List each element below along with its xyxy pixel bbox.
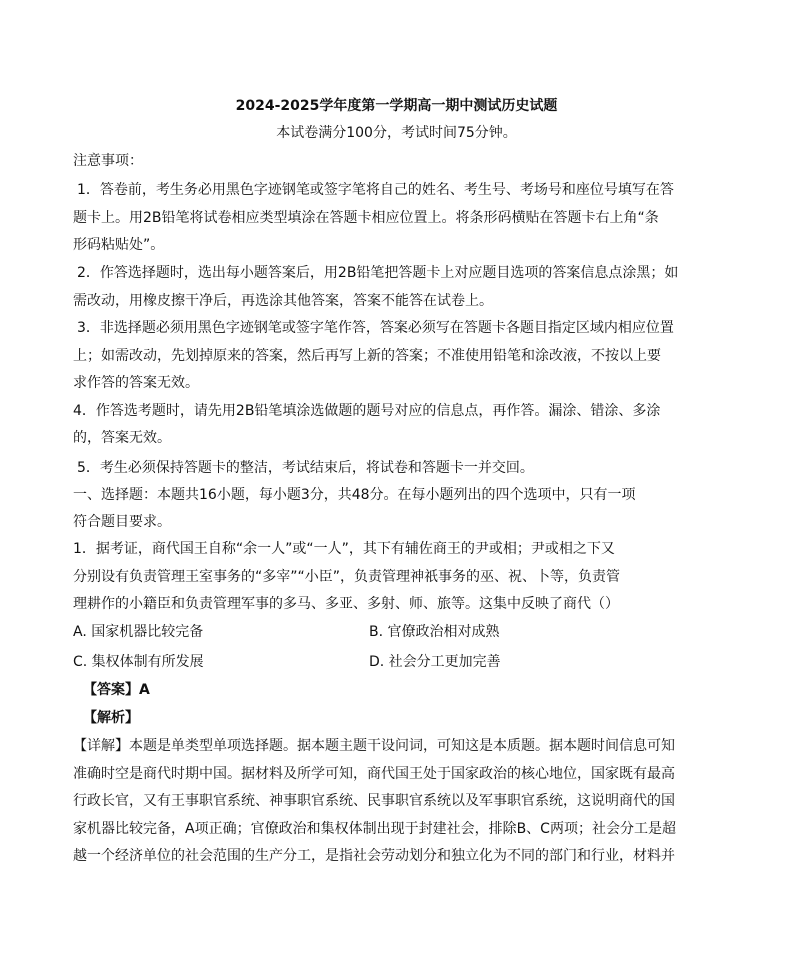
answer-label: 【答案】A bbox=[83, 682, 150, 698]
option-c: C. 集权体制有所发展 bbox=[73, 654, 204, 670]
option-a: A. 国家机器比较完备 bbox=[73, 624, 204, 640]
detail-line-1: 【详解】本题是单类型单项选择题。据本题主题干设问词，可知这是本质题。据本题时间信息可知 bbox=[73, 738, 675, 754]
note-3-line-1: 3．非选择题必须用黑色字迹钢笔或签字笔作答，答案必须写在答题卡各题目指定区域内相应位置 bbox=[77, 320, 674, 336]
note-1-line-1: 1．答卷前，考生务必用黑色字迹钢笔或签字笔将自己的姓名、考生号、考场号和座位号填写在答 bbox=[77, 182, 674, 198]
option-b: B. 官僚政治相对成熟 bbox=[369, 624, 500, 640]
section-heading-line-2: 符合题目要求。 bbox=[73, 514, 171, 530]
option-d: D. 社会分工更加完善 bbox=[369, 654, 501, 670]
notice-heading: 注意事项： bbox=[73, 153, 143, 169]
detail-line-4: 家机器比较完备，A项正确；官僚政治和集权体制出现于封建社会，排除B、C两项；社会分工是超 bbox=[73, 821, 676, 837]
detail-line-2: 准确时空是商代时期中国。据材料及所学可知，商代国王处于国家政治的核心地位，国家既有最高 bbox=[73, 766, 675, 782]
note-2-line-1: 2．作答选择题时，选出每小题答案后，用2B铅笔把答题卡上对应题目选项的答案信息点涂黑；如 bbox=[77, 265, 679, 281]
note-2-line-2: 需改动，用橡皮擦干净后，再选涂其他答案，答案不能答在试卷上。 bbox=[73, 293, 493, 309]
note-3-line-2: 上；如需改动，先划掉原来的答案，然后再写上新的答案；不准使用铅笔和涂改液，不按以上要 bbox=[73, 348, 661, 364]
exam-title: 2024-2025学年度第一学期高一期中测试历史试题 bbox=[235, 98, 558, 114]
analysis-label: 【解析】 bbox=[83, 710, 139, 726]
section-heading-line-1: 一、选择题：本题共16小题，每小题3分，共48分。在每小题列出的四个选项中，只有一项 bbox=[73, 487, 636, 503]
note-4-line-2: 的，答案无效。 bbox=[73, 430, 171, 446]
question-1-stem-line-2: 分别设有负责管理王室事务的“多宰”“小臣”，负责管理神祇事务的巫、祝、卜等，负责管 bbox=[73, 569, 621, 585]
question-1-stem-line-3: 理耕作的小籍臣和负责管理军事的多马、多亚、多射、师、旅等。这集中反映了商代（） bbox=[73, 596, 619, 612]
note-1-line-3: 形码粘贴处”。 bbox=[73, 237, 165, 253]
question-1-stem-line-1: 1．据考证，商代国王自称“余一人”或“一人”，其下有辅佐商王的尹或相；尹或相之下又 bbox=[73, 541, 615, 557]
detail-line-3: 行政长官，又有王事职官系统、神事职官系统、民事职官系统以及军事职官系统，这说明商代的国 bbox=[73, 793, 675, 809]
note-5-line-1: 5．考生必须保持答题卡的整洁，考试结束后，将试卷和答题卡一并交回。 bbox=[77, 460, 534, 476]
note-4-line-1: 4．作答选考题时，请先用2B铅笔填涂选做题的题号对应的信息点，再作答。漏涂、错涂、多涂 bbox=[73, 403, 661, 419]
note-1-line-2: 题卡上。用2B铅笔将试卷相应类型填涂在答题卡相应位置上。将条形码横贴在答题卡右上角“条 bbox=[73, 210, 659, 226]
exam-subtitle: 本试卷满分100分，考试时间75分钟。 bbox=[276, 125, 517, 141]
note-3-line-3: 求作答的答案无效。 bbox=[73, 375, 199, 391]
detail-line-5: 越一个经济单位的社会范围的生产分工，是指社会劳动划分和独立化为不同的部门和行业，材料并 bbox=[73, 848, 675, 864]
